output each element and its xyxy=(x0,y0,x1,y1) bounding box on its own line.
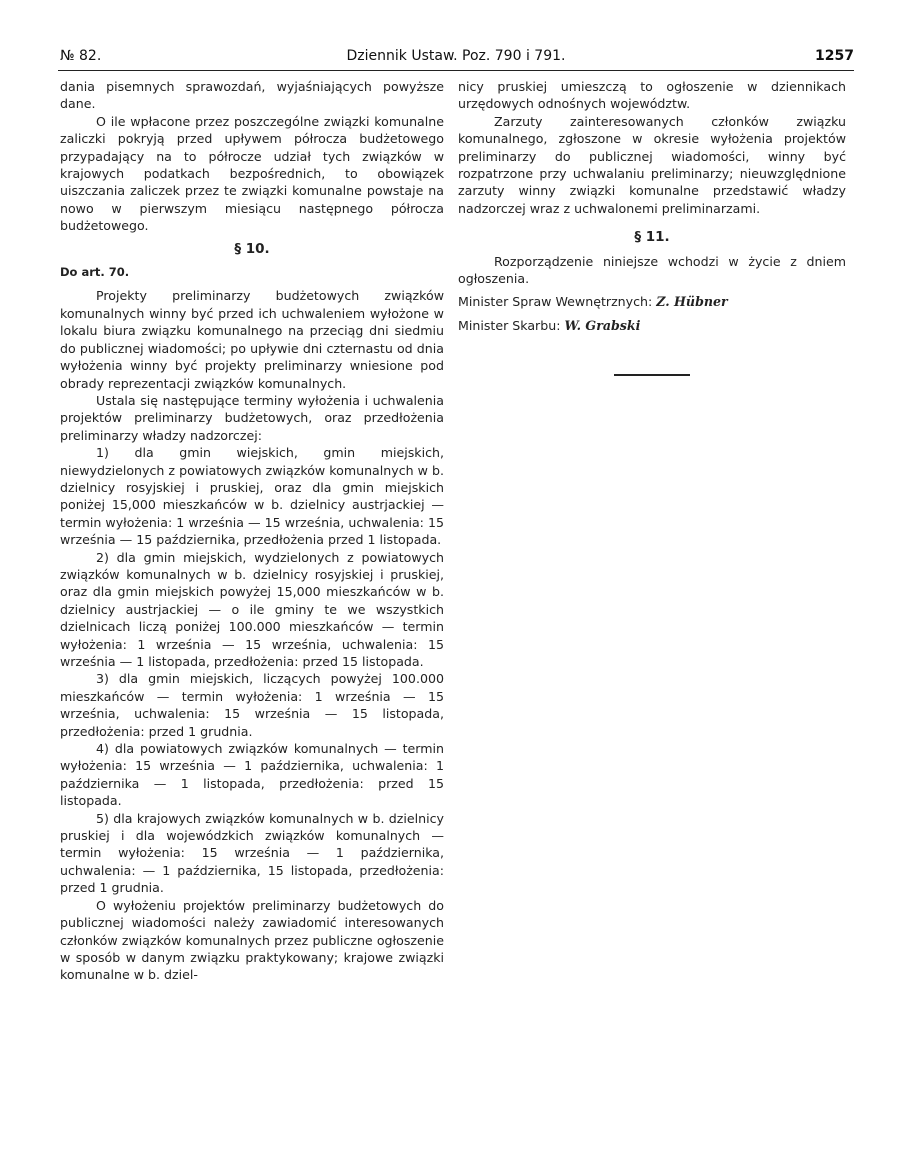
paragraph: Ustala się następujące terminy wyłożenia i uchwalenia projektów preliminarzy budżetowych, oraz przedłożenia preliminarzy władzy nadzorczej: xyxy=(60,392,444,443)
journal-title: Dziennik Ustaw. Poz. 790 i 791. xyxy=(346,48,566,64)
end-divider xyxy=(614,374,690,376)
section-heading-11: § 11. xyxy=(634,229,670,246)
page-number: 1257 xyxy=(815,48,854,64)
page-header xyxy=(58,46,854,68)
right-column xyxy=(458,78,846,376)
article-reference: Do art. 70. xyxy=(60,265,130,280)
list-item: 5) dla krajowych związków komunalnych w b. dzielnicy pruskiej i dla wojewódzkich związków komunalnych — termin wyłożenia: 15 września — 1 października, uchwalenia: — 1 października, 15 listopada, przedłożenia: przed 1 grudnia. xyxy=(60,810,444,896)
signature-line xyxy=(458,293,846,310)
signature-role: Minister Skarbu: xyxy=(458,317,561,333)
paragraph: Projekty preliminarzy budżetowych związków komunalnych winny być przed ich uchwaleniem wyłożone w lokalu biura związku komunalnego na przeciąg dni siedmiu do publicznej wiadomości; po upływie dni czternastu od dnia wyłożenia winny być projekty preliminarzy wniesione pod obrady reprezentacji związków komunalnych. xyxy=(60,288,444,391)
list-item: 1) dla gmin wiejskich, gmin miejskich, niewydzielonych z powiatowych związków komunalnych w b. dzielnicy rosyjskiej i pruskiej, oraz dla gmin miejskich poniżej 15,000 mieszkańców w b. dzielnicy austrjackiej — termin wyłożenia: 1 września — 15 września, uchwalenia: 15 września — 15 października, przedłożenia przed 1 listopada. xyxy=(60,445,444,548)
signature-name: W. Grabski xyxy=(564,317,641,333)
issue-number: № 82. xyxy=(60,48,102,64)
signature-line xyxy=(458,317,846,334)
section-heading-10: § 10. xyxy=(234,240,270,257)
paragraph: dania pisemnych sprawozdań, wyjaśniających powyższe dane. xyxy=(60,79,444,112)
left-column xyxy=(60,78,444,984)
header-rule xyxy=(58,70,854,71)
list-item: 4) dla powiatowych związków komunalnych — termin wyłożenia: 15 września — 1 października, uchwalenia: 1 października — 1 listopada, przedłożenia: przed 15 listopada. xyxy=(60,741,444,809)
paragraph: nicy pruskiej umieszczą to ogłoszenie w dziennikach urzędowych odnośnych województw. xyxy=(458,79,846,112)
list-item: 2) dla gmin miejskich, wydzielonych z powiatowych związków komunalnych w b. dzielnicy rosyjskiej i pruskiej, oraz dla gmin miejskich powyżej 15,000 mieszkańców w b. dzielnicy austrjackiej — o ile gminy te we wszystkich dzielnicach liczą poniżej 100.000 mieszkańców — termin wyłożenia: 1 września — 15 września, uchwalenia: 15 września — 1 listopada, przedłożenia: przed 15 listopada. xyxy=(60,549,444,669)
list-item: 3) dla gmin miejskich, liczących powyżej 100.000 mieszkańców — termin wyłożenia: 1 września — 15 września, uchwalenia: 15 września — 15 listopada, przedłożenia: przed 1 grudnia. xyxy=(60,671,444,739)
signature-name: Z. Hübner xyxy=(656,294,728,310)
paragraph: Rozporządzenie niniejsze wchodzi w życie z dniem ogłoszenia. xyxy=(458,253,846,287)
paragraph: O ile wpłacone przez poszczególne związki komunalne zaliczki pokryją przed upływem półrocza budżetowego przypadający na to półrocze udział tych związków w krajowych podatkach bezpośrednich, to obowiązek uiszczania zaliczek przez te związki komunalne powstaje na nowo w pierwszym miesiącu następnego półrocza budżetowego. xyxy=(60,113,444,234)
signature-role: Minister Spraw Wewnętrznych: xyxy=(458,294,653,310)
paragraph: Zarzuty zainteresowanych członków związku komunalnego, zgłoszone w okresie wyłożenia projektów preliminarzy do publicznej wiadomości, winny być rozpatrzone przy uchwalaniu preliminarzy; nieuwzględnione zarzuty winny związki komunalne przedstawić władzy nadzorczej wraz z uchwalonemi preliminarzami. xyxy=(458,113,846,216)
paragraph: O wyłożeniu projektów preliminarzy budżetowych do publicznej wiadomości należy zawiadomić interesowanych członków związków komunalnych przez publiczne ogłoszenie w sposób w danym związku praktykowany; krajowe związki komunalne w b. dziel- xyxy=(60,897,444,983)
